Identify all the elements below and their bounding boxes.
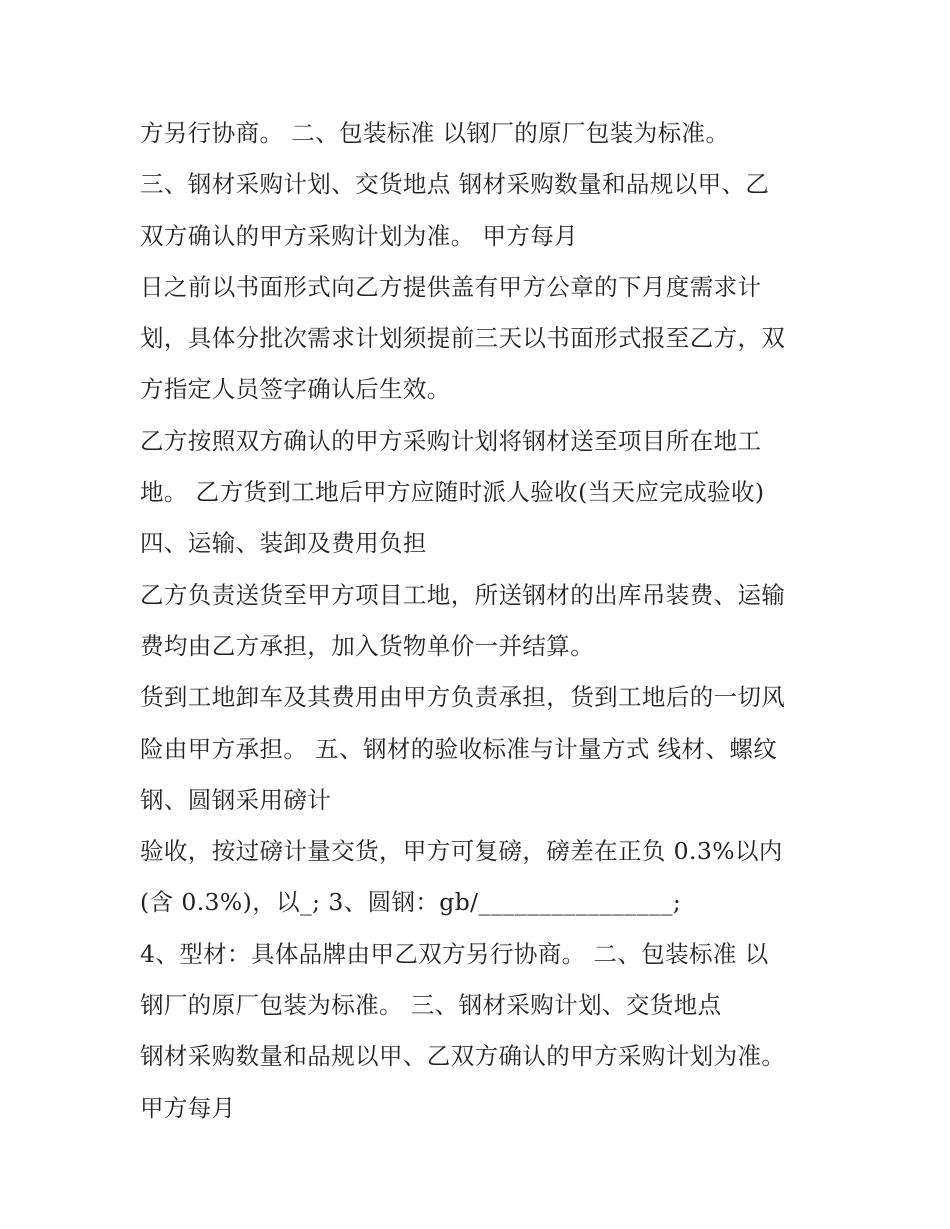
text-line: 双方确认的甲方采购计划为准。 甲方每月: [140, 221, 579, 250]
text-line: 货到工地卸车及其费用由甲方负责承担，货到工地后的一切风: [140, 683, 786, 712]
text-line: 三、钢材采购计划、交货地点 钢材采购数量和品规以甲、乙: [140, 170, 770, 199]
text-line: 方指定人员签字确认后生效。: [140, 375, 451, 404]
text-line: 乙方负责送货至甲方项目工地，所送钢材的出库吊装费、运输: [140, 580, 786, 609]
text-line: 钢厂的原厂包装为标准。 三、钢材采购计划、交货地点: [140, 991, 722, 1020]
text-line: 钢、圆钢采用磅计: [140, 785, 332, 814]
text-line: 方另行协商。 二、包装标准 以钢厂的原厂包装为标准。: [140, 119, 730, 147]
text-line: 钢材采购数量和品规以甲、乙双方确认的甲方采购计划为准。: [140, 1042, 786, 1071]
text-line: 险由甲方承担。 五、钢材的验收标准与计量方式 线材、螺纹: [140, 734, 778, 763]
text-line: 乙方按照双方确认的甲方采购计划将钢材送至项目所在地工: [140, 426, 762, 455]
text-line: 费均由乙方承担，加入货物单价一并结算。: [140, 631, 595, 660]
text-line: 划，具体分批次需求计划须提前三天以书面形式报至乙方，双: [140, 324, 786, 353]
text-line: (含 0.3%)，以_; 3、圆钢：gb/________________;: [140, 888, 682, 917]
text-line: 验收，按过磅计量交货，甲方可复磅，磅差在正负 0.3%以内: [140, 837, 783, 866]
section-heading: 四、运输、装卸及费用负担: [140, 529, 427, 558]
text-line: 甲方每月: [140, 1093, 236, 1122]
document-body: [140, 108, 830, 1134]
text-line: 日之前以书面形式向乙方提供盖有甲方公章的下月度需求计: [140, 272, 762, 301]
text-line: 地。 乙方货到工地后甲方应随时派人验收(当天应完成验收): [140, 478, 765, 507]
text-line: 4、型材：具体品牌由甲乙双方另行协商。 二、包装标准 以: [140, 939, 769, 968]
